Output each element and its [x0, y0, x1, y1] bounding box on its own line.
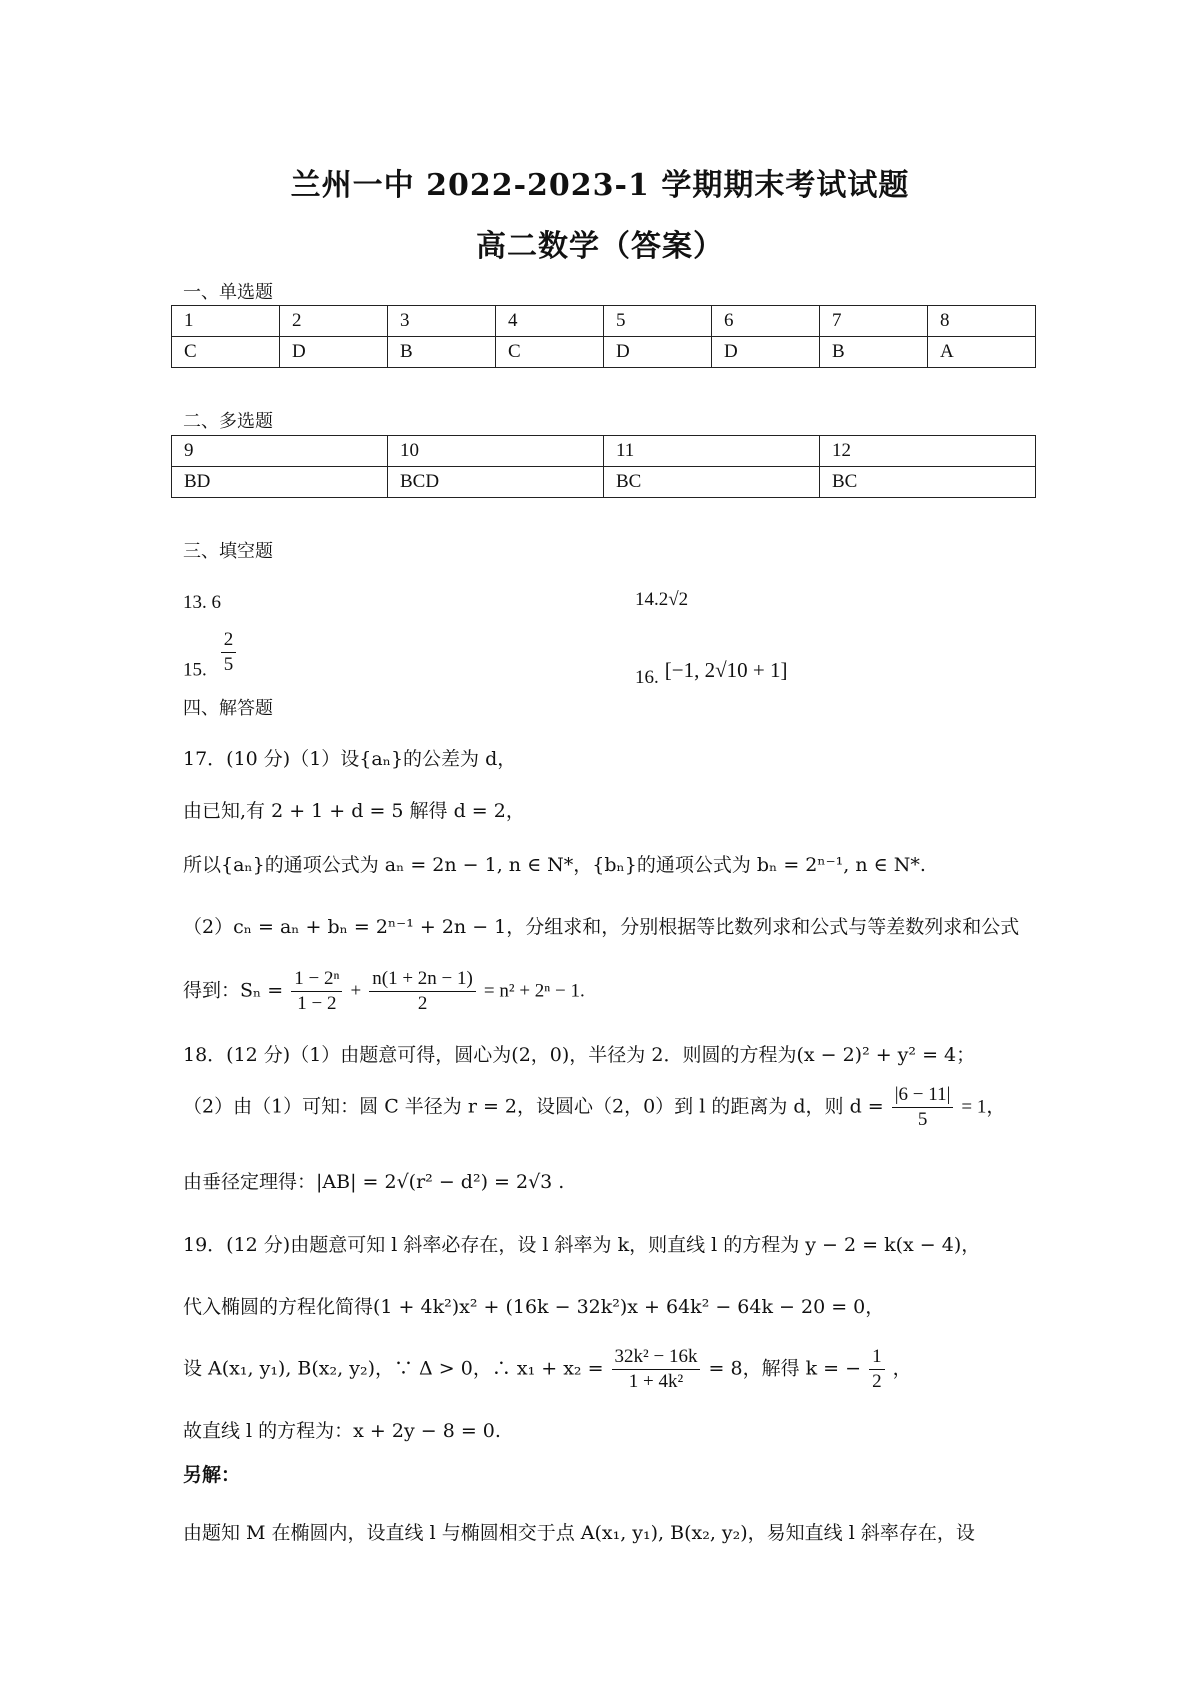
table-cell: BD	[172, 467, 388, 498]
solution-17-line-5	[183, 967, 585, 1016]
table-cell: 10	[388, 436, 604, 467]
solution-19-line-3	[183, 1345, 912, 1394]
table-cell: B	[820, 337, 928, 368]
solution-19-line-2: 代入椭圆的方程化简得(1 + 4k²)x² + (16k − 32k²)x + 64k² − 64k − 20 = 0，	[183, 1296, 885, 1318]
section-multi-choice-heading: 二、多选题	[183, 411, 273, 432]
fraction-numerator: 2	[221, 628, 237, 653]
answer-14	[635, 586, 688, 613]
table-row	[172, 337, 1036, 368]
solution-19-line-1: 19．(12 分)由题意可知 l 斜率必存在，设 l 斜率为 k，则直线 l 的方程为 y − 2 = k(x − 4)，	[183, 1234, 981, 1256]
section-solutions-heading: 四、解答题	[183, 698, 273, 719]
sum-fraction-1	[291, 967, 342, 1016]
table-cell: 5	[604, 306, 712, 337]
table-cell: BCD	[388, 467, 604, 498]
fraction-numerator: |6 − 11|	[892, 1083, 954, 1108]
answer-15-label: 15.	[183, 659, 207, 681]
table-cell: 2	[280, 306, 388, 337]
sum-fraction-2	[369, 967, 476, 1016]
solution-17-line-4: （2）cₙ = aₙ + bₙ = 2ⁿ⁻¹ + 2n − 1，分组求和，分别根据等比数列求和公式与等差数列求和公式	[183, 916, 1020, 938]
distance-text: （2）由（1）可知：圆 C 半径为 r = 2，设圆心（2，0）到 l 的距离为 d，则 d =	[183, 1095, 884, 1118]
table-row	[172, 306, 1036, 337]
table-cell: D	[280, 337, 388, 368]
sum-result: = n² + 2ⁿ − 1.	[483, 980, 585, 1002]
table-cell: 4	[496, 306, 604, 337]
fraction-denominator: 1 + 4k²	[628, 1371, 684, 1392]
sum-label: 得到：Sₙ =	[183, 979, 284, 1002]
fraction-numerator: n(1 + 2n − 1)	[369, 967, 476, 992]
table-cell: 11	[604, 436, 820, 467]
solution-17-line-2: 由已知,有 2 + 1 + d = 5 解得 d = 2，	[183, 800, 525, 822]
answer-13: 13. 6	[183, 592, 221, 613]
table-cell: C	[496, 337, 604, 368]
slope-fraction	[869, 1345, 885, 1394]
table-cell: A	[928, 337, 1036, 368]
section-single-choice-heading: 一、单选题	[183, 282, 273, 303]
table-cell: 7	[820, 306, 928, 337]
single-choice-table	[171, 305, 1036, 368]
table-cell: 3	[388, 306, 496, 337]
table-row	[172, 436, 1036, 467]
fraction-denominator: 2	[417, 993, 428, 1014]
table-cell: D	[712, 337, 820, 368]
distance-fraction	[892, 1083, 954, 1132]
answer-15	[183, 628, 238, 684]
fraction-denominator: 1 − 2	[297, 993, 337, 1014]
fraction-numerator: 1	[869, 1345, 885, 1370]
plus-sign: +	[350, 980, 362, 1002]
table-cell: BC	[820, 467, 1036, 498]
slope-text: = 8，解得 k = −	[708, 1357, 862, 1380]
table-cell: BC	[604, 467, 820, 498]
table-cell: C	[172, 337, 280, 368]
section-fill-blank-heading: 三、填空题	[183, 541, 273, 562]
answer-16-value: [−1, 2√10 + 1]	[664, 658, 788, 682]
alternative-solution-heading: 另解：	[183, 1464, 241, 1486]
slope-end: ，	[892, 1357, 912, 1380]
page-title: 兰州一中 2022-2023-1 学期期末考试试题	[290, 168, 910, 203]
table-cell: 6	[712, 306, 820, 337]
answer-14-label: 14.	[635, 589, 659, 610]
answer-15-fraction	[221, 628, 237, 677]
table-cell: D	[604, 337, 712, 368]
table-cell: 1	[172, 306, 280, 337]
fraction-denominator: 2	[872, 1371, 882, 1392]
answer-14-value: 2√2	[658, 589, 689, 610]
fraction-denominator: 5	[223, 654, 234, 675]
table-cell: 9	[172, 436, 388, 467]
table-cell: 8	[928, 306, 1036, 337]
solution-18-line-3: 由垂径定理得：|AB| = 2√(r² − d²) = 2√3 .	[183, 1171, 565, 1193]
answer-16	[635, 657, 788, 691]
solution-17-line-3: 所以{aₙ}的通项公式为 aₙ = 2n − 1, n ∈ N*，{bₙ}的通项公式为 bₙ = 2ⁿ⁻¹, n ∈ N*.	[183, 854, 926, 876]
solution-19-line-4: 故直线 l 的方程为：x + 2y − 8 = 0.	[183, 1420, 501, 1442]
answer-16-label: 16.	[635, 667, 659, 688]
table-cell: 12	[820, 436, 1036, 467]
solution-18-line-2	[183, 1083, 1005, 1132]
fraction-denominator: 5	[917, 1109, 928, 1130]
vieta-text: 设 A(x₁, y₁), B(x₂, y₂)，∵ Δ > 0，∴ x₁ + x₂ =	[183, 1357, 604, 1380]
page-subtitle: 高二数学（答案）	[476, 229, 724, 264]
solution-19-alt-line-1: 由题知 M 在椭圆内，设直线 l 与椭圆相交于点 A(x₁, y₁), B(x₂, y₂)，易知直线 l 斜率存在，设	[183, 1522, 975, 1544]
distance-result: = 1，	[961, 1096, 1006, 1118]
multi-choice-table	[171, 435, 1036, 498]
solution-17-line-1: 17．(10 分)（1）设{aₙ}的公差为 d，	[183, 748, 517, 770]
fraction-numerator: 1 − 2ⁿ	[291, 967, 342, 992]
table-cell: B	[388, 337, 496, 368]
vieta-fraction	[612, 1345, 701, 1394]
table-row	[172, 467, 1036, 498]
solution-18-line-1: 18．(12 分)（1）由题意可得，圆心为(2，0)，半径为 2．则圆的方程为(x − 2)² + y² = 4；	[183, 1044, 976, 1066]
fraction-numerator: 32k² − 16k	[612, 1345, 701, 1370]
